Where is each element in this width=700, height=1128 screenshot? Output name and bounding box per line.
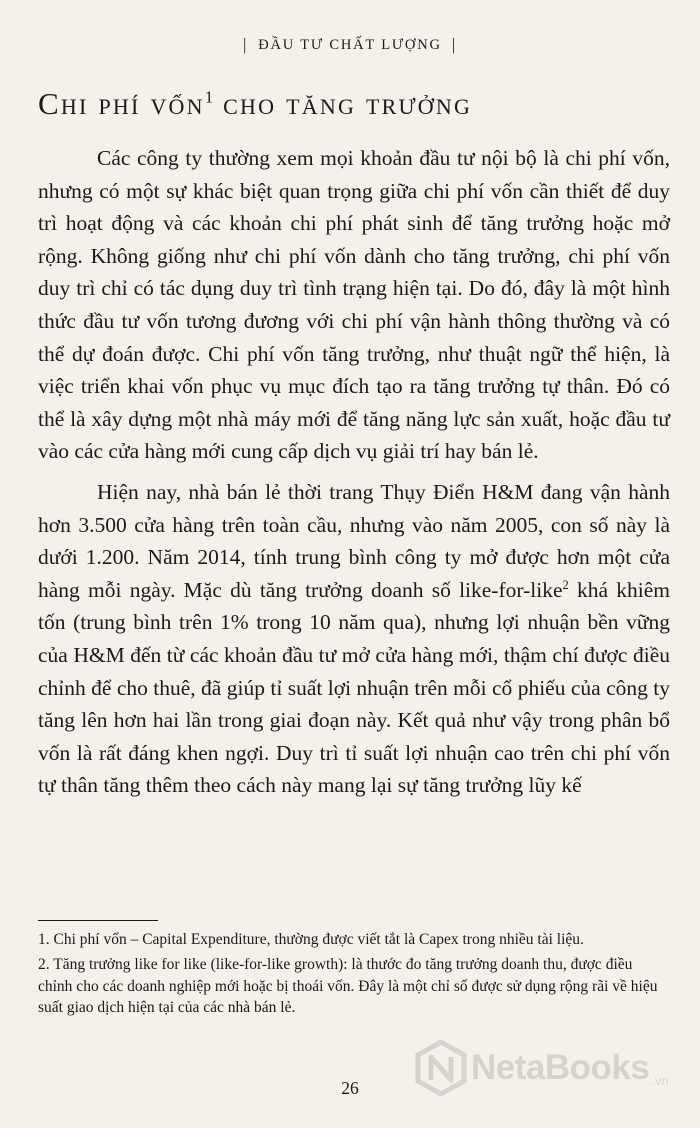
netabooks-logo-icon bbox=[415, 1040, 467, 1096]
footnote-1: 1. Chi phí vốn – Capital Expenditure, thường được viết tắt là Capex trong nhiều tài liệu. bbox=[38, 931, 584, 948]
footnote-ref-1: 1 bbox=[204, 87, 214, 107]
running-head-text: ĐẦU TƯ CHẤT LƯỢNG bbox=[258, 37, 442, 53]
running-head-right-bar: | bbox=[451, 35, 457, 54]
watermark-text: NetaBooks bbox=[471, 1048, 650, 1087]
paragraph-2 bbox=[38, 476, 670, 802]
footnote-divider bbox=[38, 920, 158, 921]
chapter-title-text-after: cho tăng trưởng bbox=[213, 86, 473, 121]
watermark-suffix: .vn bbox=[651, 1072, 669, 1088]
paragraph-1: Các công ty thường xem mọi khoản đầu tư nội bộ là chi phí vốn, nhưng có một sự khác biệt quan trọng giữa chi phí vốn cần thiết để duy trì hoạt động và các khoản chi phí phát sinh để tăng trưởng hoặc mở rộng. Không giống như chi phí vốn dành cho tăng trưởng, chi phí vốn duy trì chỉ có tác dụng duy trì tình trạng hiện tại. Do đó, đây là một hình thức đầu tư vốn tương đương với chi phí vận hành thông thường và có thể dự đoán được. Chi phí vốn tăng trưởng, như thuật ngữ thể hiện, là việc triển khai vốn phục vụ mục đích tạo ra tăng trưởng tự thân. Đó có thể là xây dựng một nhà máy mới để tăng năng lực sản xuất, hoặc đầu tư vào các cửa hàng mới cung cấp dịch vụ giải trí hay bán lẻ. bbox=[38, 146, 670, 464]
chapter-title bbox=[38, 86, 670, 122]
paragraph-2-text-before-ref: Hiện nay, nhà bán lẻ thời trang Thụy Điển H&M đang vận hành hơn 3.500 cửa hàng trên toàn cầu, nhưng vào năm 2005, con số này là dưới 1.200. Năm 2014, tính trung bình công ty mở được hơn một cửa hàng mỗi ngày. Mặc dù tăng trưởng doanh số like-for-like bbox=[38, 479, 670, 602]
footnotes bbox=[38, 929, 670, 1018]
footnote-ref-2: 2 bbox=[562, 577, 569, 592]
page-number: 26 bbox=[341, 1078, 359, 1098]
running-head bbox=[0, 34, 700, 54]
footnote-2: 2. Tăng trưởng like for like (like-for-like growth): là thước đo tăng trưởng doanh thu, được điều chỉnh cho các doanh nghiệp mới hoặc bị thoái vốn. Đây là một chỉ số được sử dụng rộng rãi về hiệu suất giao dịch hiện tại của các nhà bán lẻ. bbox=[38, 956, 658, 1016]
running-head-left-bar: | bbox=[243, 35, 249, 54]
body-text bbox=[38, 142, 670, 802]
watermark bbox=[415, 1039, 695, 1097]
chapter-title-text: Chi phí vốn bbox=[38, 86, 205, 121]
paragraph-2-text-after-ref: khá khiêm tốn (trung bình trên 1% trong 10 năm qua), nhưng lợi nhuận bền vững của H&M đến từ các khoản đầu tư mở cửa hàng mới, thậm chí được điều chỉnh để cho thuê, đã giúp tỉ suất lợi nhuận trên mỗi cổ phiếu của công ty tăng lên hơn hai lần trong giai đoạn này. Kết quả như vậy trong phân bổ vốn là rất đáng khen ngợi. Duy trì tỉ suất lợi nhuận cao trên chi phí vốn tự thân tăng thêm theo cách này mang lại sự tăng trưởng lũy kế bbox=[38, 577, 670, 798]
